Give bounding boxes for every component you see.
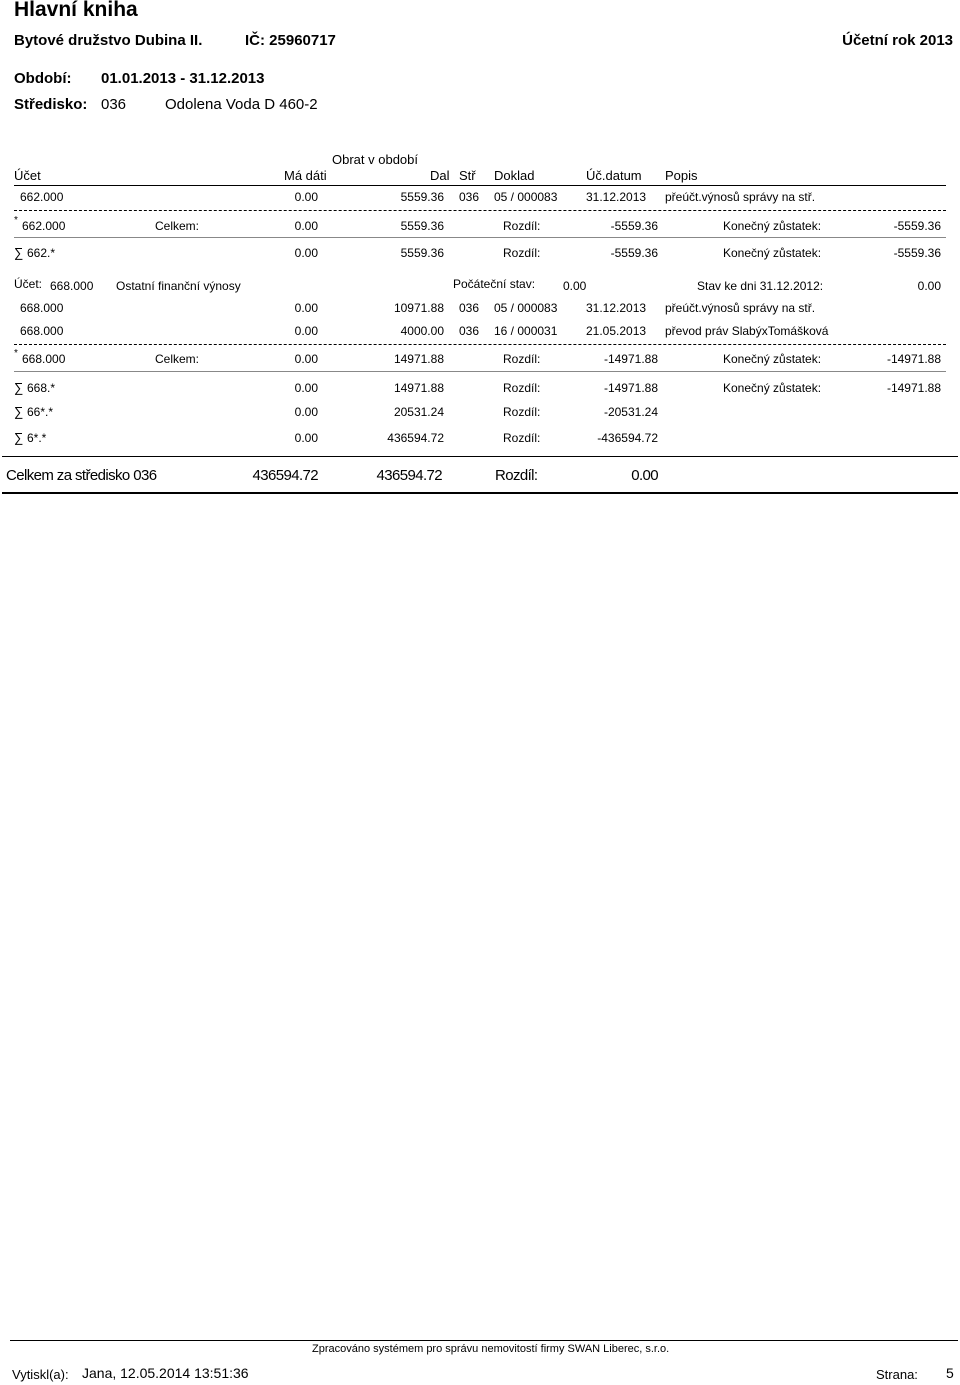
row-doklad: 16 / 000031 bbox=[494, 324, 558, 338]
sum-dal: 436594.72 bbox=[387, 431, 444, 445]
row-account: 662.000 bbox=[20, 190, 64, 204]
grand-difference-value: 0.00 bbox=[631, 467, 658, 484]
difference-label: Rozdíl: bbox=[503, 219, 541, 233]
fiscal-year: Účetní rok 2013 bbox=[842, 32, 953, 49]
balance-date-label: Stav ke dni 31.12.2012: bbox=[697, 279, 824, 293]
row-rule bbox=[14, 237, 946, 238]
sum-dal: 14971.88 bbox=[393, 381, 444, 395]
company-name: Bytové družstvo Dubina II. bbox=[14, 32, 203, 49]
center-code: 036 bbox=[101, 96, 127, 113]
opening-balance-label: Počáteční stav: bbox=[453, 277, 536, 291]
grand-total-rule-top bbox=[2, 456, 958, 457]
dashed-rule bbox=[14, 210, 946, 211]
row-popis: přeúčt.výnosů správy na stř. bbox=[665, 190, 816, 204]
total-madati: 0.00 bbox=[294, 219, 318, 233]
grand-difference-label: Rozdíl: bbox=[495, 467, 538, 484]
final-balance-value: -5559.36 bbox=[893, 219, 941, 233]
final-balance-value: -14971.88 bbox=[886, 352, 941, 366]
sum-account: 662.* bbox=[27, 246, 56, 260]
col-doklad: Doklad bbox=[494, 168, 535, 183]
grand-total-rule-bottom bbox=[2, 492, 958, 494]
col-popis: Popis bbox=[665, 168, 698, 183]
row-str: 036 bbox=[459, 324, 480, 338]
sum-account: 6*.* bbox=[27, 431, 47, 445]
account-label: Účet: bbox=[14, 277, 43, 291]
sum-madati: 0.00 bbox=[294, 246, 318, 260]
period-value: 01.01.2013 - 31.12.2013 bbox=[101, 70, 265, 87]
difference-value: -5559.36 bbox=[610, 246, 658, 260]
difference-label: Rozdíl: bbox=[503, 405, 541, 419]
dashed-rule bbox=[14, 344, 946, 345]
row-madati: 0.00 bbox=[294, 324, 318, 338]
difference-label: Rozdíl: bbox=[503, 381, 541, 395]
total-label: Celkem: bbox=[155, 352, 200, 366]
col-obrat: Obrat v období bbox=[332, 152, 418, 167]
total-star: * bbox=[14, 215, 18, 226]
printed-by-value: Jana, 12.05.2014 13:51:36 bbox=[82, 1365, 249, 1381]
difference-value: -5559.36 bbox=[610, 219, 658, 233]
report-title: Hlavní kniha bbox=[14, 0, 138, 21]
sum-madati: 0.00 bbox=[294, 405, 318, 419]
row-str: 036 bbox=[459, 301, 480, 315]
col-dal: Dal bbox=[430, 168, 450, 183]
sum-icon: ∑ bbox=[14, 430, 24, 445]
sum-madati: 0.00 bbox=[294, 431, 318, 445]
difference-value: -436594.72 bbox=[597, 431, 658, 445]
account-number: 668.000 bbox=[50, 279, 94, 293]
row-madati: 0.00 bbox=[294, 301, 318, 315]
center-label: Středisko: bbox=[14, 96, 88, 113]
difference-label: Rozdíl: bbox=[503, 431, 541, 445]
grand-total-madati: 436594.72 bbox=[252, 467, 318, 484]
difference-value: -20531.24 bbox=[603, 405, 658, 419]
sum-icon: ∑ bbox=[14, 380, 24, 395]
row-account: 668.000 bbox=[20, 324, 64, 338]
col-ucet: Účet bbox=[14, 168, 41, 183]
sum-account: 668.* bbox=[27, 381, 56, 395]
balance-date-value: 0.00 bbox=[917, 279, 941, 293]
sum-dal: 20531.24 bbox=[393, 405, 444, 419]
row-date: 21.05.2013 bbox=[586, 324, 647, 338]
account-name: Ostatní finanční výnosy bbox=[116, 279, 241, 293]
sum-account: 66*.* bbox=[27, 405, 54, 419]
total-star: * bbox=[14, 348, 18, 359]
center-name: Odolena Voda D 460-2 bbox=[165, 96, 318, 113]
row-doklad: 05 / 000083 bbox=[494, 190, 558, 204]
row-rule bbox=[14, 371, 946, 372]
row-dal: 10971.88 bbox=[393, 301, 444, 315]
row-str: 036 bbox=[459, 190, 480, 204]
row-dal: 5559.36 bbox=[400, 190, 444, 204]
col-str: Stř bbox=[459, 168, 476, 183]
final-balance-label: Konečný zůstatek: bbox=[723, 352, 822, 366]
company-ic: IČ: 25960717 bbox=[245, 32, 336, 49]
period-label: Období: bbox=[14, 70, 72, 87]
final-balance-label: Konečný zůstatek: bbox=[723, 219, 822, 233]
row-dal: 4000.00 bbox=[400, 324, 444, 338]
final-balance-label: Konečný zůstatek: bbox=[723, 381, 822, 395]
total-dal: 14971.88 bbox=[393, 352, 444, 366]
printed-by-label: Vytiskl(a): bbox=[12, 1367, 69, 1382]
row-doklad: 05 / 000083 bbox=[494, 301, 558, 315]
difference-label: Rozdíl: bbox=[503, 246, 541, 260]
grand-total-label: Celkem za středisko 036 bbox=[6, 467, 157, 484]
row-account: 668.000 bbox=[20, 301, 64, 315]
grand-total-dal: 436594.72 bbox=[376, 467, 442, 484]
row-date: 31.12.2013 bbox=[586, 190, 647, 204]
total-account: 662.000 bbox=[22, 219, 66, 233]
sum-icon: ∑ bbox=[14, 404, 24, 419]
total-label: Celkem: bbox=[155, 219, 200, 233]
page-label: Strana: bbox=[876, 1367, 918, 1382]
row-popis: přeúčt.výnosů správy na stř. bbox=[665, 301, 816, 315]
total-account: 668.000 bbox=[22, 352, 66, 366]
difference-value: -14971.88 bbox=[603, 381, 658, 395]
final-balance-label: Konečný zůstatek: bbox=[723, 246, 822, 260]
row-popis: převod práv SlabýxTomášková bbox=[665, 324, 829, 338]
footer-system-note: Zpracováno systémem pro správu nemovitostí firmy SWAN Liberec, s.r.o. bbox=[312, 1343, 670, 1355]
sum-dal: 5559.36 bbox=[400, 246, 444, 260]
opening-balance-value: 0.00 bbox=[563, 279, 587, 293]
difference-label: Rozdíl: bbox=[503, 352, 541, 366]
header-rule bbox=[14, 185, 946, 186]
row-madati: 0.00 bbox=[294, 190, 318, 204]
difference-value: -14971.88 bbox=[603, 352, 658, 366]
sum-icon: ∑ bbox=[14, 245, 24, 260]
col-madati: Má dáti bbox=[284, 168, 327, 183]
final-balance-value: -5559.36 bbox=[893, 246, 941, 260]
footer-rule bbox=[10, 1340, 958, 1341]
page-number: 5 bbox=[946, 1365, 954, 1381]
final-balance-value: -14971.88 bbox=[886, 381, 941, 395]
sum-madati: 0.00 bbox=[294, 381, 318, 395]
col-ucdatum: Úč.datum bbox=[586, 168, 642, 183]
total-dal: 5559.36 bbox=[400, 219, 444, 233]
row-date: 31.12.2013 bbox=[586, 301, 647, 315]
total-madati: 0.00 bbox=[294, 352, 318, 366]
